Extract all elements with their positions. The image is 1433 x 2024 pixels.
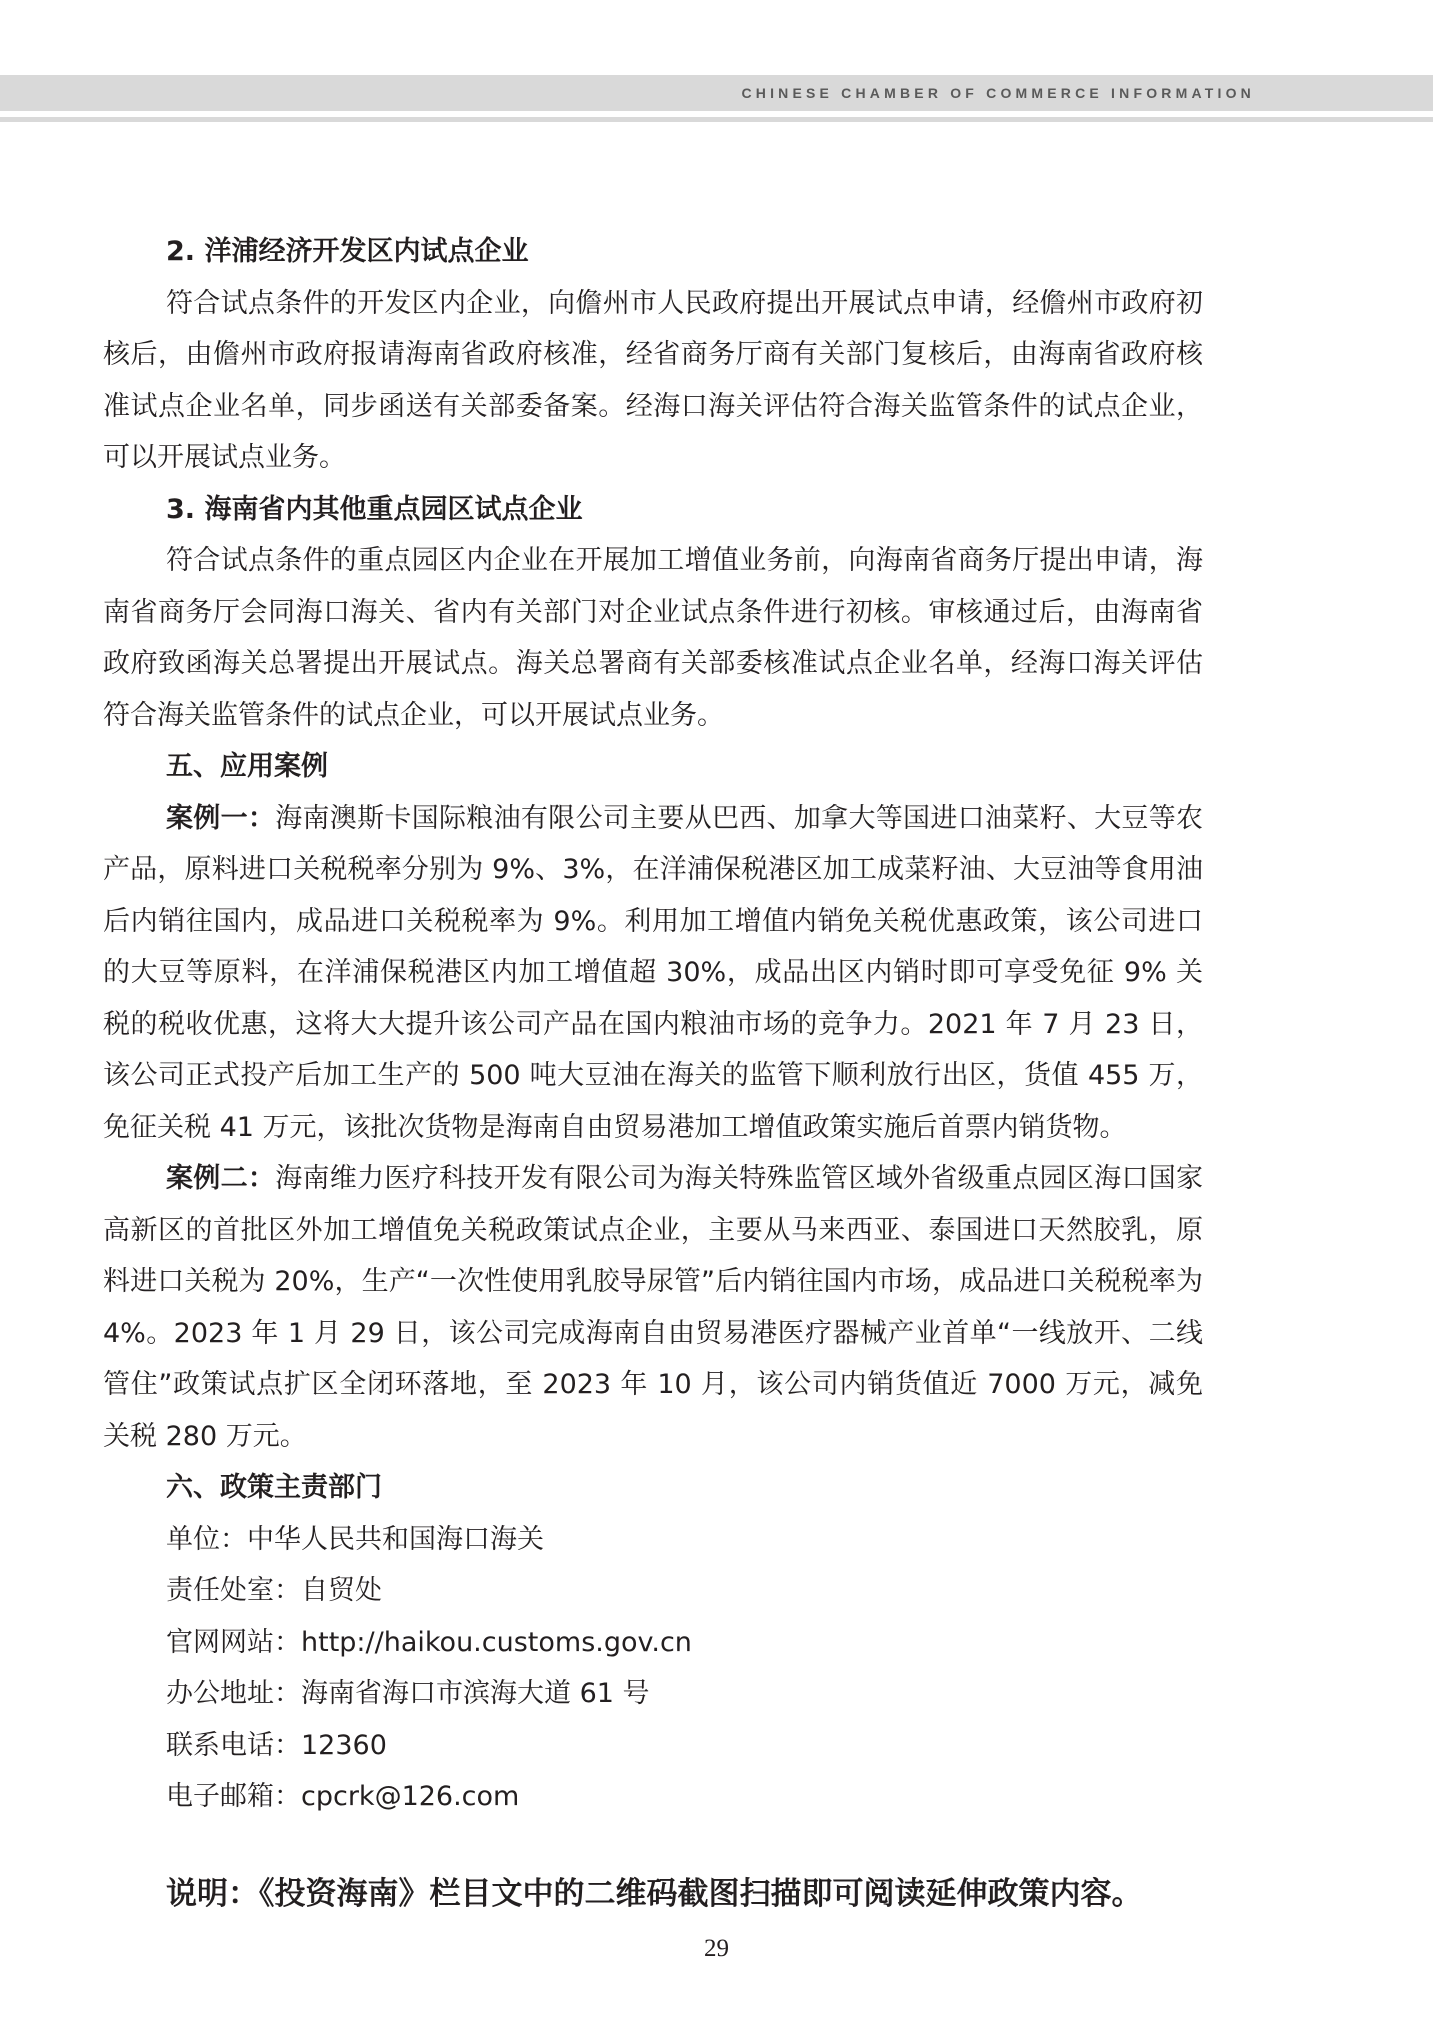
case-2-label: 案例二： (166, 1163, 276, 1194)
section-heading-department: 六、政策主责部门 (166, 1472, 382, 1503)
contact-address: 办公地址：海南省海口市滨海大道 61 号 (166, 1678, 650, 1709)
paragraph-other-parks: 符合试点条件的重点园区内企业在开展加工增值业务前，向海南省商务厅提出申请，海南省商务厅会同海口海关、省内有关部门对企业试点条件进行初核。审核通过后，由海南省政府致函海关总署提出开展试点。海关总署商有关部委核准试点企业名单，经海口海关评估符合海关监管条件的试点企业，可以开展试点业务。 (103, 545, 1203, 731)
contact-unit: 单位：中华人民共和国海口海关 (166, 1523, 544, 1555)
paragraph-case-2 (103, 1153, 1203, 1462)
contact-office: 责任处室：自贸处 (166, 1575, 382, 1606)
section-heading-yangpu: 2. 洋浦经济开发区内试点企业 (166, 236, 529, 267)
case-1-label: 案例一： (166, 802, 276, 834)
paragraph-case-1 (103, 793, 1203, 1154)
qr-note: 说明：《投资海南》栏目文中的二维码截图扫描即可阅读延伸政策内容。 (166, 1876, 1143, 1912)
header-divider (0, 117, 1433, 122)
case-1-text: 海南澳斯卡国际粮油有限公司主要从巴西、加拿大等国进口油菜籽、大豆等农产品，原料进口关税税率分别为 9%、3%，在洋浦保税港区加工成菜籽油、大豆油等食用油后内销往国内，成品进口关税税率为 9%。利用加工增值内销免关税优惠政策，该公司进口的大豆等原料，在洋浦保税港区内加工增值超 30%，成品出区内销时即可享受免征 9% 关税的税收优惠，这将大大提升该公司产品在国内粮油市场的竞争力。2021 年 7 月 23 日，该公司正式投产后加工生产的 500 吨大豆油在海关的监管下顺利放行出区，货值 455 万，免征关税 41 万元，该批次货物是海南自由贸易港加工增值政策实施后首票内销货物。 (103, 802, 1204, 1143)
section-heading-other-parks: 3. 海南省内其他重点园区试点企业 (166, 493, 583, 525)
contact-phone: 联系电话：12360 (166, 1729, 387, 1761)
section-heading-cases: 五、应用案例 (166, 751, 328, 782)
page-number: 29 (704, 1935, 729, 1962)
contact-email: 电子邮箱：cpcrk@126.com (166, 1781, 520, 1812)
case-2-text: 海南维力医疗科技开发有限公司为海关特殊监管区域外省级重点园区海口国家高新区的首批区外加工增值免关税政策试点企业，主要从马来西亚、泰国进口天然胶乳，原料进口关税为 20%，生产“一次性使用乳胶导尿管”后内销往国内市场，成品进口关税税率为 4%。2023 年 1 月 29 日，该公司完成海南自由贸易港医疗器械产业首单“一线放开、二线管住”政策试点扩区全闭环落地，至 2023 年 10 月，该公司内销货值近 7000 万元，减免关税 280 万元。 (103, 1163, 1204, 1452)
contact-website: 官网网站：http://haikou.customs.gov.cn (166, 1626, 692, 1658)
paragraph-yangpu: 符合试点条件的开发区内企业，向儋州市人民政府提出开展试点申请，经儋州市政府初核后，由儋州市政府报请海南省政府核准，经省商务厅商有关部门复核后，由海南省政府核准试点企业名单，同步函送有关部委备案。经海口海关评估符合海关监管条件的试点企业，可以开展试点业务。 (103, 287, 1203, 473)
article-body (103, 226, 1203, 1823)
header-title: CHINESE CHAMBER OF COMMERCE INFORMATION (741, 85, 1255, 101)
